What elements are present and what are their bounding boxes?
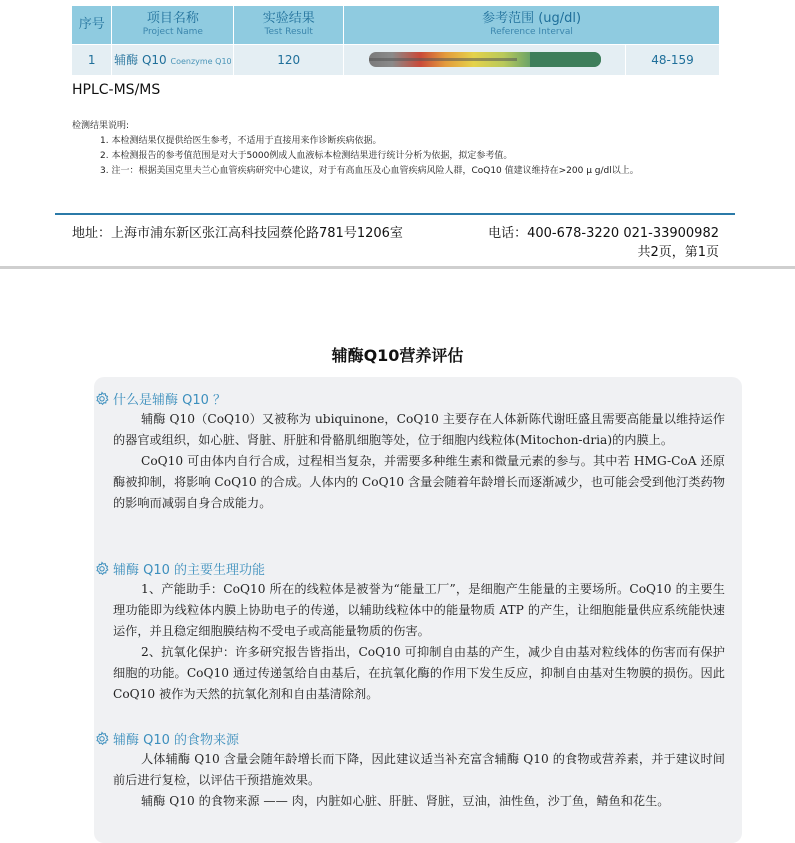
table-header-row xyxy=(72,6,720,44)
section-body-what-is xyxy=(113,409,725,514)
section-heading-functions: 辅酶 Q10 的主要生理功能 xyxy=(94,559,265,578)
paragraph: 1、产能助手：CoQ10 所在的线粒体是被誉为“能量工厂”，是细胞产生能量的主要场所。CoQ10 的主要生理功能即为线粒体内膜上协助电子的传递，以辅助线粒体中的能量物质 ATP 的产生，让细胞能量供应系统能快速运作，并且稳定细胞膜结构不受电子或高能量物质的伤害。 xyxy=(113,582,725,638)
cell-project-name: 辅酶 Q10 Coenzyme Q10 xyxy=(112,44,234,75)
gear-icon xyxy=(94,731,110,747)
header-no: 序号 xyxy=(72,6,112,44)
footer-page-number: 共2页，第1页 xyxy=(637,245,719,260)
gear-icon xyxy=(94,391,110,407)
section-heading-what-is: 什么是辅酶 Q10 ？ xyxy=(94,389,226,408)
result-notes xyxy=(72,119,639,179)
header-test-result: 实验结果 Test Result xyxy=(234,6,344,44)
note-item: 3. 注一：根据美国克里夫兰心血管疾病研究中心建议，对于有高血压及心血管疾病风险人群，CoQ10 值建议维持在>200 μ g/dl以上。 xyxy=(100,166,639,176)
section-heading-food-sources: 辅酶 Q10 的食物来源 xyxy=(94,729,239,748)
note-item: 1. 本检测结果仅提供给医生参考，不适用于直接用来作诊断疾病依据。 xyxy=(100,136,382,146)
result-table xyxy=(72,6,720,75)
gauge-remaining xyxy=(530,52,601,67)
footer-phone: 电话：400-678-3220 021-33900982 xyxy=(488,226,719,241)
table-row xyxy=(72,44,720,75)
test-method: HPLC-MS/MS xyxy=(72,82,161,98)
note-item: 2. 本检测报告的参考值范围是对大于5000例成人血液标本检测结果进行统计分析为依据，拟定参考值。 xyxy=(100,151,513,161)
cell-no: 1 xyxy=(72,44,112,75)
report-page-1 xyxy=(0,0,795,266)
section-body-food-sources xyxy=(113,749,725,812)
header-project-name: 项目名称 Project Name xyxy=(112,6,234,44)
reference-gauge xyxy=(369,52,601,67)
paragraph: 2、抗氧化保护：许多研究报告皆指出，CoQ10 可抑制自由基的产生，减少自由基对粒线体的伤害而有保护细胞的功能。CoQ10 通过传递氢给自由基后，在抗氧化酶的作用下发生反应，抑制自由基对生物膜的损伤。因此 CoQ10 被作为天然的抗氧化剂和自由基清除剂。 xyxy=(113,645,725,701)
gauge-level-line xyxy=(369,58,517,61)
cell-gauge xyxy=(344,44,626,75)
paragraph: 辅酶 Q10（CoQ10）又被称为 ubiquinone，CoQ10 主要存在人体新陈代谢旺盛且需要高能量以维持运作的器官或组织，如心脏、肾脏、肝脏和骨骼肌细胞等处，位于细胞内线粒体(Mitochon-dria)的内膜上。 xyxy=(113,412,725,447)
footer-divider xyxy=(55,213,735,215)
section-body-functions xyxy=(113,579,725,705)
gear-icon xyxy=(94,561,110,577)
paragraph: CoQ10 可由体内自行合成，过程相当复杂，并需要多种维生素和微量元素的参与。其中若 HMG-CoA 还原酶被抑制，将影响 CoQ10 的合成。人体内的 CoQ10 含量会随着年龄增长而逐渐减少，也可能会受到他汀类药物的影响而减弱自身合成能力。 xyxy=(113,454,725,510)
header-reference-interval: 参考范围 (ug/dl) Reference Interval xyxy=(344,6,720,44)
footer-address: 地址：上海市浦东新区张江高科技园蔡伦路781号1206室 xyxy=(72,226,403,241)
cell-reference-range: 48-159 xyxy=(626,44,720,75)
page-separator xyxy=(0,266,795,269)
article-title: 辅酶Q10营养评估 xyxy=(331,346,464,365)
cell-result: 120 xyxy=(234,44,344,75)
paragraph: 人体辅酶 Q10 含量会随年龄增长而下降，因此建议适当补充富含辅酶 Q10 的食物或营养素，并于建议时间前后进行复检，以评估干预措施效果。 xyxy=(113,752,725,787)
paragraph: 辅酶 Q10 的食物来源 —— 肉，内脏如心脏、肝脏、肾脏，豆油，油性鱼，沙丁鱼，鲭鱼和花生。 xyxy=(141,794,670,808)
notes-title: 检测结果说明: xyxy=(72,121,130,131)
